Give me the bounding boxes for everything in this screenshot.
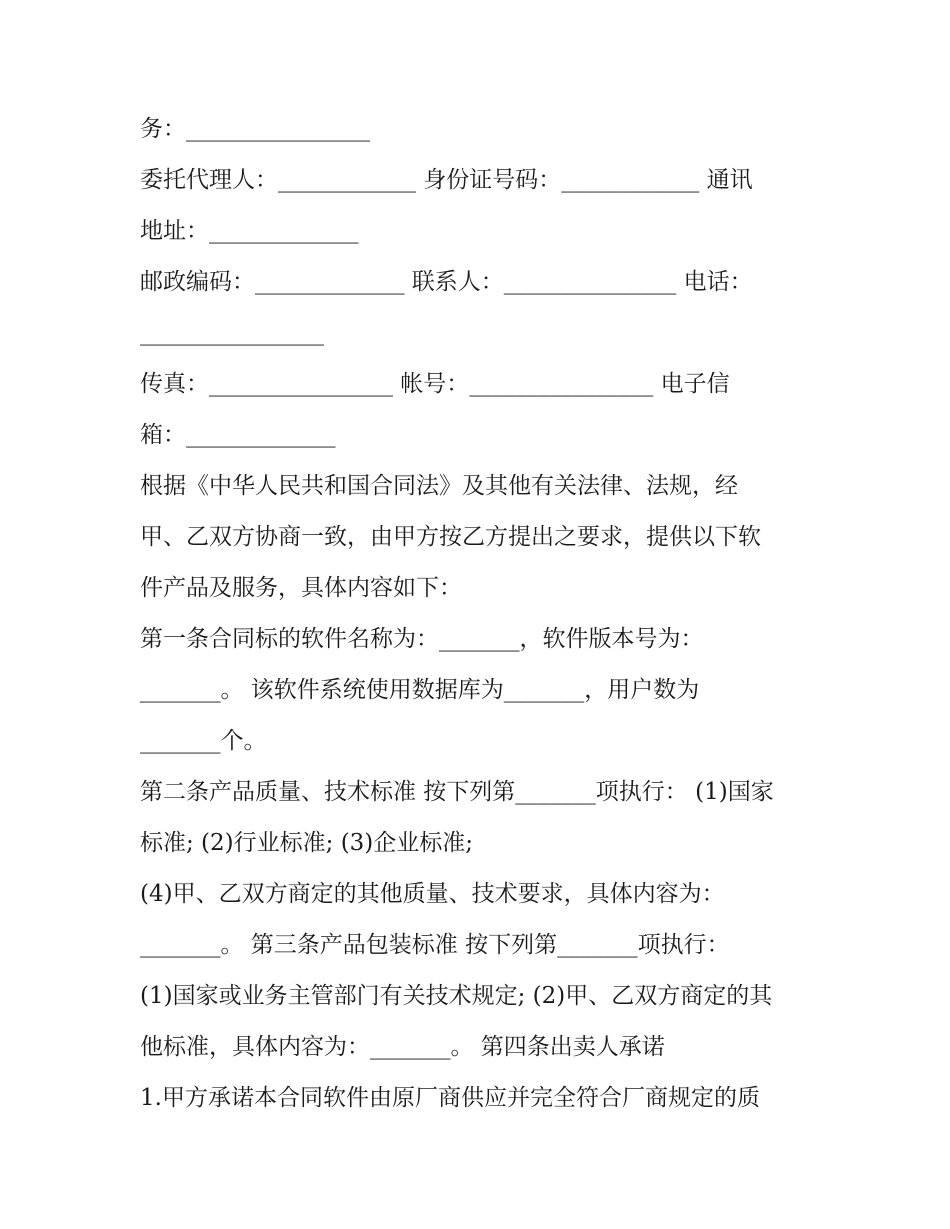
text-line: 件产品及服务，具体内容如下： [140,575,462,601]
text-line: 务：________________ [140,116,370,142]
text-line: 第二条产品质量、技术标准 按下列第_______项执行： (1)国家 [140,779,774,805]
text-line: 标准; (2)行业标准; (3)企业标准; [140,830,474,856]
text-line: 1.甲方承诺本合同软件由原厂商供应并完全符合厂商规定的质 [140,1085,760,1111]
text-line: 邮政编码：_____________ 联系人：_______________ 电话： [140,269,753,295]
text-line: 地址：_____________ [140,218,359,244]
text-line: (4)甲、乙双方商定的其他质量、技术要求，具体内容为： [140,881,725,907]
text-line: 甲、乙双方协商一致，由甲方按乙方提出之要求，提供以下软 [140,524,761,550]
text-line: 根据《中华人民共和国合同法》及其他有关法律、法规，经 [140,473,738,499]
text-line: _______。 第三条产品包装标准 按下列第_______项执行： [140,932,730,958]
text-line: 传真：________________ 帐号：________________ 电子信 [140,371,730,397]
text-line: 箱：_____________ [140,422,336,448]
text-line: 他标准，具体内容为：_______。 第四条出卖人承诺 [140,1034,665,1060]
text-line: ________________ [140,320,324,346]
text-line: _______个。 [140,728,267,754]
text-line: _______。 该软件系统使用数据库为_______，用户数为 [140,677,700,703]
document-body [140,104,820,1124]
text-line: 委托代理人：____________ 身份证号码：____________ 通讯 [140,167,753,193]
text-line: 第一条合同标的软件名称为：_______，软件版本号为： [140,626,704,652]
text-line: (1)国家或业务主管部门有关技术规定; (2)甲、乙双方商定的其 [140,983,773,1009]
